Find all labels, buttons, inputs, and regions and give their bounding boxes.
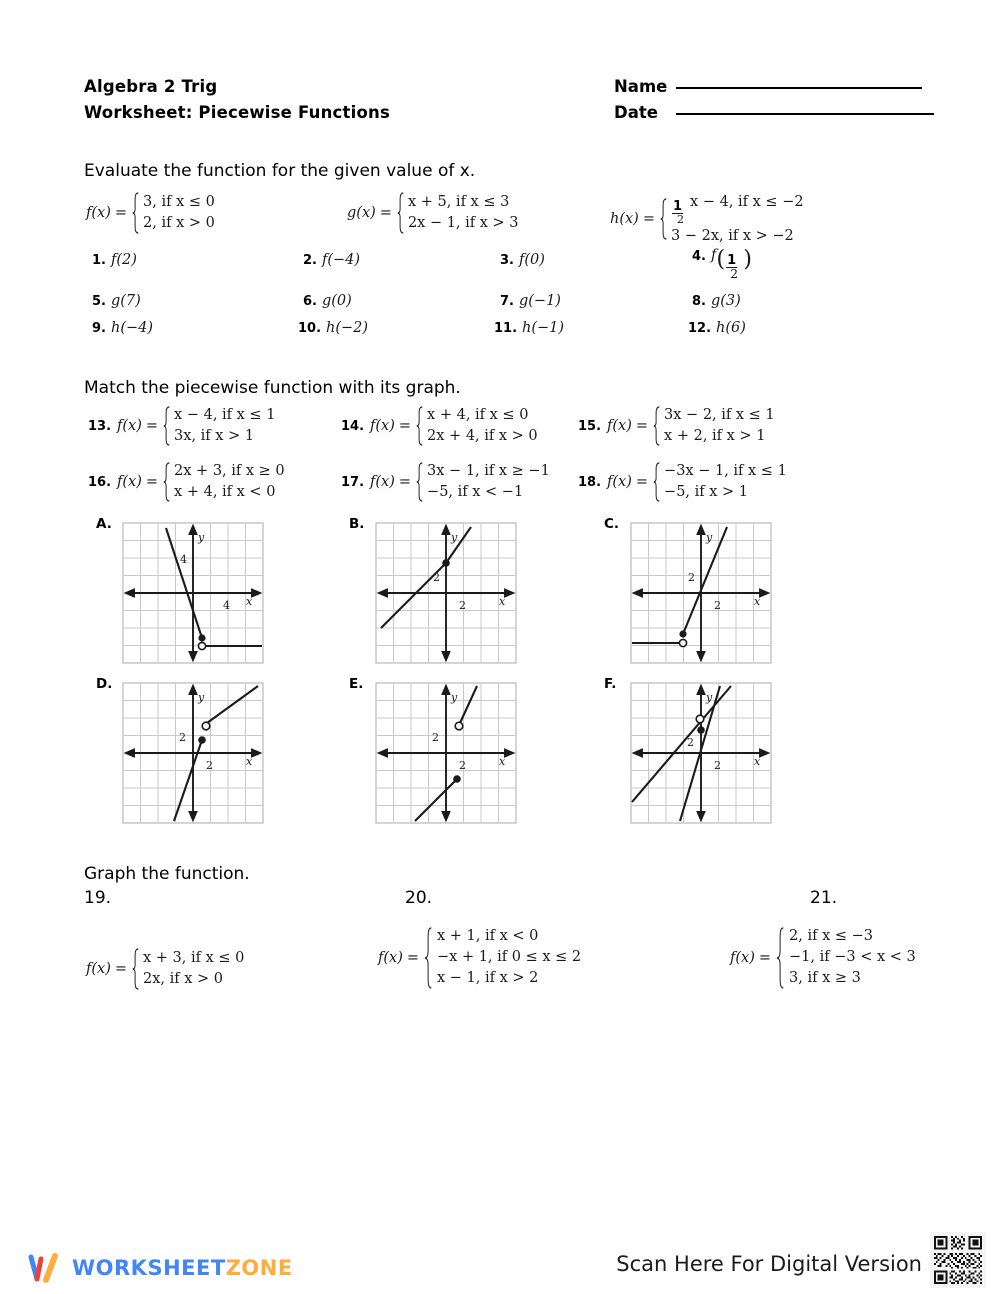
left-brace-icon (416, 462, 423, 502)
match-16-fn-name: f(x) (117, 474, 142, 491)
graph-e-plot (375, 682, 517, 824)
graph-f-x-label: x (754, 755, 761, 768)
graph-problem-19-number: 19. (84, 888, 112, 908)
graph-a-x-tick: 4 (223, 599, 230, 612)
graph-d-plot (122, 682, 264, 824)
match-15-case-1: 3x − 2, if x ≤ 1 (664, 407, 775, 423)
graph-e-y-tick: 2 (432, 731, 439, 744)
equals-sign: = (406, 949, 420, 966)
fn-name-f: f(x) (86, 205, 111, 222)
match-item-15[interactable]: 15. f(x) = 3x − 2, if x ≤ 1 x + 2, if x > 1 (578, 405, 775, 447)
problem-12[interactable]: 12. h(6) (688, 320, 746, 336)
graph-a-letter: A. (96, 516, 112, 532)
graph-problem-19[interactable] (86, 948, 244, 990)
graph-f-plot (630, 682, 772, 824)
header-right (614, 74, 934, 126)
match-item-17[interactable]: 17. f(x) = 3x − 1, if x ≥ −1 −5, if x < −1 (341, 461, 550, 503)
graph-a-open-point (198, 642, 205, 649)
match-item-16[interactable]: 16. f(x) = 2x + 3, if x ≥ 0 x + 4, if x < 0 (88, 461, 285, 503)
left-brace-icon (416, 406, 423, 446)
graph-e-x-tick: 2 (459, 759, 466, 772)
fn-f-case-2: 2, if x > 0 (143, 215, 215, 232)
graph-21-case-1: 2, if x ≤ −3 (789, 928, 873, 944)
function-definition-f (86, 192, 215, 234)
graph-c-plot (630, 522, 772, 664)
problem-3[interactable]: 3. f(0) (500, 252, 545, 268)
equals-sign: = (635, 418, 649, 435)
graph-20-case-3: x − 1, if x > 2 (437, 970, 539, 987)
graph-e-open-point (455, 722, 463, 730)
function-definition-g (347, 192, 519, 234)
date-input-line[interactable] (676, 113, 934, 115)
name-label: Name (614, 77, 668, 96)
graph-f-x-tick: 2 (714, 759, 721, 772)
fn-h-case-1: $\frac{1}{2}$ x − 4, if x ≤ −2 (673, 194, 804, 227)
fraction-one-half: $\frac{1}{2}$ (673, 198, 685, 227)
graph-a-plot (122, 522, 264, 664)
left-paren: ( (716, 246, 726, 272)
graph-c-x-tick: 2 (714, 599, 721, 612)
graph-problem-20-number: 20. (405, 888, 433, 908)
left-brace-icon (397, 192, 404, 234)
graph-19-case-1: x + 3, if x ≤ 0 (143, 950, 245, 966)
problem-2[interactable]: 2. f(−4) (303, 252, 361, 268)
logo-word-worksheet: WORKSHEET (72, 1256, 226, 1280)
graph-e-letter: E. (349, 676, 364, 692)
match-14-fn-name: f(x) (370, 418, 395, 435)
header-left (84, 74, 390, 126)
match-item-13[interactable]: 13. f(x) = x − 4, if x ≤ 1 3x, if x > 1 (88, 405, 275, 447)
graph-b-x-tick: 2 (459, 599, 466, 612)
graph-19-case-2: 2x, if x > 0 (143, 971, 224, 988)
match-14-case-1: x + 4, if x ≤ 0 (427, 407, 529, 423)
match-item-18[interactable]: 18. f(x) = −3x − 1, if x ≤ 1 −5, if x > 1 (578, 461, 787, 503)
graph-e-closed-point (453, 775, 461, 783)
equals-sign: = (114, 205, 128, 222)
fraction-one-half: $\frac{1}{2}$ (727, 253, 739, 282)
left-brace-icon (132, 192, 139, 234)
left-brace-icon (132, 948, 139, 990)
graph-f-closed-point (697, 726, 705, 734)
problem-9[interactable]: 9. h(−4) (92, 320, 154, 336)
match-14-case-2: 2x + 4, if x > 0 (427, 428, 538, 445)
left-brace-icon (163, 406, 170, 446)
date-label: Date (614, 103, 658, 122)
equals-sign: = (114, 961, 128, 978)
graph-21-case-3: 3, if x ≥ 3 (789, 970, 861, 987)
graph-20-fn-name: f(x) (378, 949, 403, 966)
course-title: Algebra 2 Trig (84, 77, 218, 96)
graph-21-case-2: −1, if −3 < x < 3 (789, 949, 916, 966)
problem-5[interactable]: 5. g(7) (92, 293, 141, 309)
graph-b-plot (375, 522, 517, 664)
problem-10[interactable]: 10. h(−2) (298, 320, 369, 336)
match-17-fn-name: f(x) (370, 474, 395, 491)
graph-problem-20[interactable] (378, 926, 581, 989)
graph-a-closed-point (198, 634, 205, 641)
fn-name-g: g(x) (347, 205, 376, 222)
name-input-line[interactable] (676, 87, 922, 89)
problem-1[interactable]: 1. f(2) (92, 252, 137, 268)
match-17-case-2: −5, if x < −1 (427, 484, 524, 501)
logo-word-zone: ZONE (225, 1256, 293, 1280)
equals-sign: = (635, 474, 649, 491)
fn-g-case-2: 2x − 1, if x > 3 (407, 215, 519, 232)
match-18-case-1: −3x − 1, if x ≤ 1 (664, 463, 787, 479)
equals-sign: = (758, 949, 772, 966)
graph-d-y-tick: 2 (179, 731, 186, 744)
problem-6[interactable]: 6. g(0) (303, 293, 352, 309)
match-15-fn-name: f(x) (607, 418, 632, 435)
graph-c-closed-point (679, 630, 686, 637)
graph-f-letter: F. (604, 676, 617, 692)
graph-a-y-tick: 4 (180, 553, 187, 566)
right-paren: ) (743, 246, 752, 272)
graph-a-y-label: y (198, 531, 205, 544)
match-18-case-2: −5, if x > 1 (664, 484, 749, 501)
left-brace-icon (163, 462, 170, 502)
graph-b-y-label: y (451, 531, 458, 544)
fn-f-case-1: 3, if x ≤ 0 (143, 194, 215, 210)
left-brace-icon (660, 198, 667, 240)
graph-b-letter: B. (349, 516, 365, 532)
graph-e-x-label: x (499, 755, 506, 768)
match-13-case-1: x − 4, if x ≤ 1 (174, 407, 276, 423)
graph-b-x-label: x (499, 595, 506, 608)
scan-instruction-text: Scan Here For Digital Version (616, 1252, 922, 1276)
logo-checkmark-icon (28, 1253, 62, 1283)
fn-name-h: h(x) (610, 211, 639, 228)
qr-code[interactable] (930, 1232, 986, 1288)
equals-sign: = (398, 474, 412, 491)
graph-c-y-label: y (706, 531, 713, 544)
left-brace-icon (653, 462, 660, 502)
left-brace-icon (776, 927, 785, 989)
graph-19-fn-name: f(x) (86, 961, 111, 978)
graph-c-y-tick: 2 (688, 571, 695, 584)
worksheet-title: Worksheet: Piecewise Functions (84, 103, 390, 122)
graph-21-fn-name: f(x) (730, 949, 755, 966)
graph-d-letter: D. (96, 676, 113, 692)
graph-f-y-label: y (706, 691, 713, 704)
graph-c-open-point (679, 639, 686, 646)
graph-b-closed-point (442, 559, 450, 567)
section3-instruction: Graph the function. (84, 864, 250, 884)
match-17-case-1: 3x − 1, if x ≥ −1 (427, 463, 550, 479)
worksheet-header (84, 74, 934, 126)
graph-d-x-tick: 2 (206, 759, 213, 772)
name-field-row (614, 74, 934, 100)
graph-problem-21-number: 21. (810, 888, 838, 908)
left-brace-icon (653, 406, 660, 446)
graph-d-closed-point (198, 736, 206, 744)
match-15-case-2: x + 2, if x > 1 (664, 428, 766, 445)
graph-20-case-2: −x + 1, if 0 ≤ x ≤ 2 (437, 949, 582, 966)
graph-e-y-label: y (451, 691, 458, 704)
problem-7[interactable]: 7. g(−1) (500, 293, 561, 309)
match-13-case-2: 3x, if x > 1 (174, 428, 255, 445)
fn-g-case-1: x + 5, if x ≤ 3 (407, 194, 510, 210)
problem-11[interactable]: 11. h(−1) (494, 320, 565, 336)
equals-sign: = (398, 418, 412, 435)
match-13-fn-name: f(x) (117, 418, 142, 435)
graph-c-x-label: x (754, 595, 761, 608)
graph-a-x-label: x (246, 595, 253, 608)
equals-sign: = (642, 211, 655, 228)
worksheetzone-logo[interactable] (28, 1253, 293, 1283)
graph-d-x-label: x (246, 755, 253, 768)
equals-sign: = (379, 205, 392, 222)
logo-wordmark (72, 1256, 293, 1280)
section1-instruction: Evaluate the function for the given value of x. (84, 161, 476, 181)
date-field-row (614, 100, 934, 126)
match-16-case-2: x + 4, if x < 0 (174, 484, 276, 501)
graph-20-case-1: x + 1, if x < 0 (437, 928, 539, 944)
problem-4[interactable]: 4. f( $\frac{1}{2}$ ) (692, 246, 752, 282)
graph-f-y-tick: 2 (687, 736, 694, 749)
function-definition-h (610, 192, 804, 247)
graph-f-open-point (696, 715, 704, 723)
equals-sign: = (145, 474, 159, 491)
graph-d-open-point (202, 722, 210, 730)
graph-problem-21[interactable] (730, 926, 916, 989)
left-brace-icon (424, 927, 433, 989)
match-item-14[interactable]: 14. f(x) = x + 4, if x ≤ 0 2x + 4, if x > 0 (341, 405, 538, 447)
graph-d-y-label: y (198, 691, 205, 704)
graph-c-letter: C. (604, 516, 620, 532)
fn-h-case-2: 3 − 2x, if x > −2 (671, 227, 794, 244)
match-16-case-1: 2x + 3, if x ≥ 0 (174, 463, 285, 479)
section2-instruction: Match the piecewise function with its graph. (84, 378, 461, 398)
match-18-fn-name: f(x) (607, 474, 632, 491)
problem-8[interactable]: 8. g(3) (692, 293, 741, 309)
graph-b-y-tick: 2 (433, 571, 440, 584)
equals-sign: = (145, 418, 159, 435)
